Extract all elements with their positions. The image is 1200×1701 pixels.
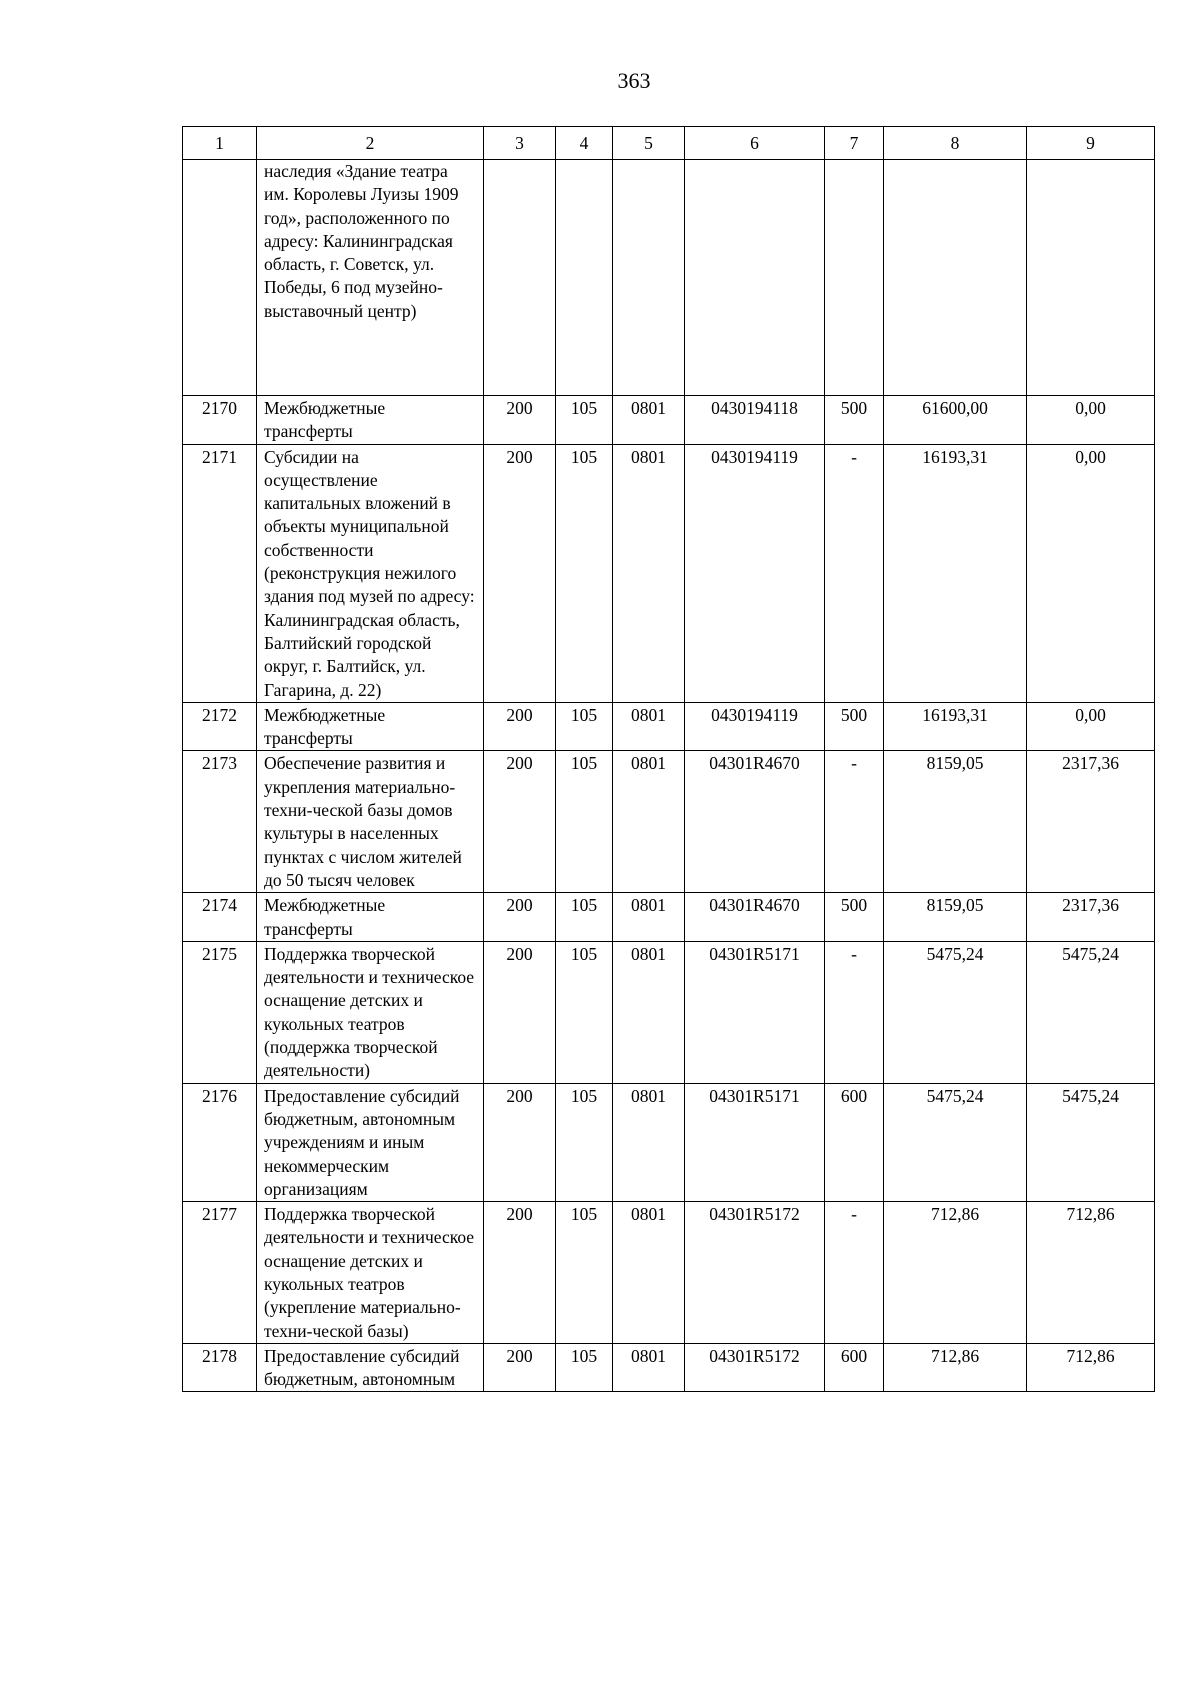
description-cell: Предоставление субсидий бюджетным, автономным: [257, 1343, 484, 1392]
amount-cell: 8159,05: [884, 751, 1027, 893]
expense-type-cell: 500: [825, 396, 884, 445]
code-cell: 105: [556, 893, 613, 942]
column-header: 9: [1027, 127, 1155, 160]
code-cell: 0801: [613, 1083, 685, 1201]
row-number-cell: 2172: [183, 702, 257, 751]
amount-cell: 712,86: [884, 1343, 1027, 1392]
target-code-cell: 0430194118: [685, 396, 825, 445]
code-cell: 200: [484, 396, 556, 445]
code-cell: 200: [484, 893, 556, 942]
table-row: [183, 160, 1155, 396]
code-cell: 0801: [613, 1343, 685, 1392]
column-header: 1: [183, 127, 257, 160]
code-cell: 105: [556, 1202, 613, 1344]
code-cell: 200: [484, 444, 556, 702]
amount-cell: 5475,24: [884, 941, 1027, 1083]
column-header: 6: [685, 127, 825, 160]
code-cell: 105: [556, 396, 613, 445]
amount-cell: 0,00: [1027, 396, 1155, 445]
amount-cell: 5475,24: [1027, 1083, 1155, 1201]
table-row: [183, 1202, 1155, 1344]
target-code-cell: [685, 160, 825, 396]
amount-cell: 0,00: [1027, 444, 1155, 702]
row-number-cell: 2171: [183, 444, 257, 702]
code-cell: 105: [556, 751, 613, 893]
code-cell: 105: [556, 1343, 613, 1392]
amount-cell: 2317,36: [1027, 751, 1155, 893]
expense-type-cell: -: [825, 1202, 884, 1344]
target-code-cell: 04301R5172: [685, 1202, 825, 1344]
code-cell: [613, 160, 685, 396]
amount-cell: 0,00: [1027, 702, 1155, 751]
row-number-cell: 2170: [183, 396, 257, 445]
description-cell: Предоставление субсидий бюджетным, автономным учреждениям и иным некоммерческим организациям: [257, 1083, 484, 1201]
amount-cell: [1027, 160, 1155, 396]
expense-type-cell: -: [825, 941, 884, 1083]
description-cell: Межбюджетные трансферты: [257, 702, 484, 751]
code-cell: 200: [484, 702, 556, 751]
code-cell: [556, 160, 613, 396]
amount-cell: 5475,24: [884, 1083, 1027, 1201]
table-header-row: [183, 127, 1155, 160]
target-code-cell: 04301R5171: [685, 941, 825, 1083]
table-row: [183, 444, 1155, 702]
code-cell: 200: [484, 751, 556, 893]
column-header: 4: [556, 127, 613, 160]
row-number-cell: 2173: [183, 751, 257, 893]
table-row: [183, 893, 1155, 942]
amount-cell: [884, 160, 1027, 396]
target-code-cell: 04301R4670: [685, 893, 825, 942]
code-cell: 105: [556, 941, 613, 1083]
description-cell: Межбюджетные трансферты: [257, 893, 484, 942]
description-cell: Поддержка творческой деятельности и техническое оснащение детских и кукольных театров (поддержка творческой деятельности): [257, 941, 484, 1083]
code-cell: 0801: [613, 702, 685, 751]
amount-cell: 712,86: [884, 1202, 1027, 1344]
row-number-cell: 2177: [183, 1202, 257, 1344]
code-cell: 105: [556, 444, 613, 702]
description-cell: Обеспечение развития и укрепления материально-техни-ческой базы домов культуры в населенных пунктах с числом жителей до 50 тысяч человек: [257, 751, 484, 893]
table-row: [183, 751, 1155, 893]
code-cell: 105: [556, 1083, 613, 1201]
code-cell: 0801: [613, 444, 685, 702]
row-number-cell: 2174: [183, 893, 257, 942]
amount-cell: 712,86: [1027, 1343, 1155, 1392]
expense-type-cell: 600: [825, 1083, 884, 1201]
expense-type-cell: 600: [825, 1343, 884, 1392]
description-cell: Субсидии на осуществление капитальных вложений в объекты муниципальной собственности (реконструкция нежилого здания под музей по адресу: Калининградская область, Балтийский городской округ, г. Балтийск, ул. Гагарина, д. 22): [257, 444, 484, 702]
amount-cell: 16193,31: [884, 444, 1027, 702]
column-header: 7: [825, 127, 884, 160]
table-row: [183, 396, 1155, 445]
description-cell: наследия «Здание театра им. Королевы Луизы 1909 год», расположенного по адресу: Калининградская область, г. Советск, ул. Победы, 6 под музейно-выставочный центр): [257, 160, 484, 396]
code-cell: 0801: [613, 751, 685, 893]
column-header: 3: [484, 127, 556, 160]
table-row: [183, 1083, 1155, 1201]
column-header: 8: [884, 127, 1027, 160]
column-header: 2: [257, 127, 484, 160]
amount-cell: 61600,00: [884, 396, 1027, 445]
row-number-cell: 2178: [183, 1343, 257, 1392]
code-cell: 0801: [613, 893, 685, 942]
row-number-cell: 2175: [183, 941, 257, 1083]
code-cell: 0801: [613, 941, 685, 1083]
amount-cell: 8159,05: [884, 893, 1027, 942]
target-code-cell: 04301R4670: [685, 751, 825, 893]
code-cell: 0801: [613, 396, 685, 445]
amount-cell: 16193,31: [884, 702, 1027, 751]
target-code-cell: 04301R5172: [685, 1343, 825, 1392]
expense-type-cell: -: [825, 751, 884, 893]
expense-type-cell: -: [825, 444, 884, 702]
expense-type-cell: 500: [825, 702, 884, 751]
target-code-cell: 04301R5171: [685, 1083, 825, 1201]
description-cell: Межбюджетные трансферты: [257, 396, 484, 445]
expense-type-cell: [825, 160, 884, 396]
row-number-cell: 2176: [183, 1083, 257, 1201]
amount-cell: 712,86: [1027, 1202, 1155, 1344]
code-cell: 0801: [613, 1202, 685, 1344]
table-row: [183, 702, 1155, 751]
description-cell: Поддержка творческой деятельности и техническое оснащение детских и кукольных театров (укрепление материально-техни-ческой базы): [257, 1202, 484, 1344]
code-cell: 200: [484, 1083, 556, 1201]
target-code-cell: 0430194119: [685, 444, 825, 702]
code-cell: 105: [556, 702, 613, 751]
column-header: 5: [613, 127, 685, 160]
table-row: [183, 1343, 1155, 1392]
code-cell: 200: [484, 1202, 556, 1344]
amount-cell: 2317,36: [1027, 893, 1155, 942]
code-cell: 200: [484, 1343, 556, 1392]
amount-cell: 5475,24: [1027, 941, 1155, 1083]
row-number-cell: [183, 160, 257, 396]
code-cell: [484, 160, 556, 396]
table-row: [183, 941, 1155, 1083]
expense-type-cell: 500: [825, 893, 884, 942]
code-cell: 200: [484, 941, 556, 1083]
budget-table: [182, 126, 1155, 1392]
page-number: 363: [617, 68, 651, 93]
target-code-cell: 0430194119: [685, 702, 825, 751]
